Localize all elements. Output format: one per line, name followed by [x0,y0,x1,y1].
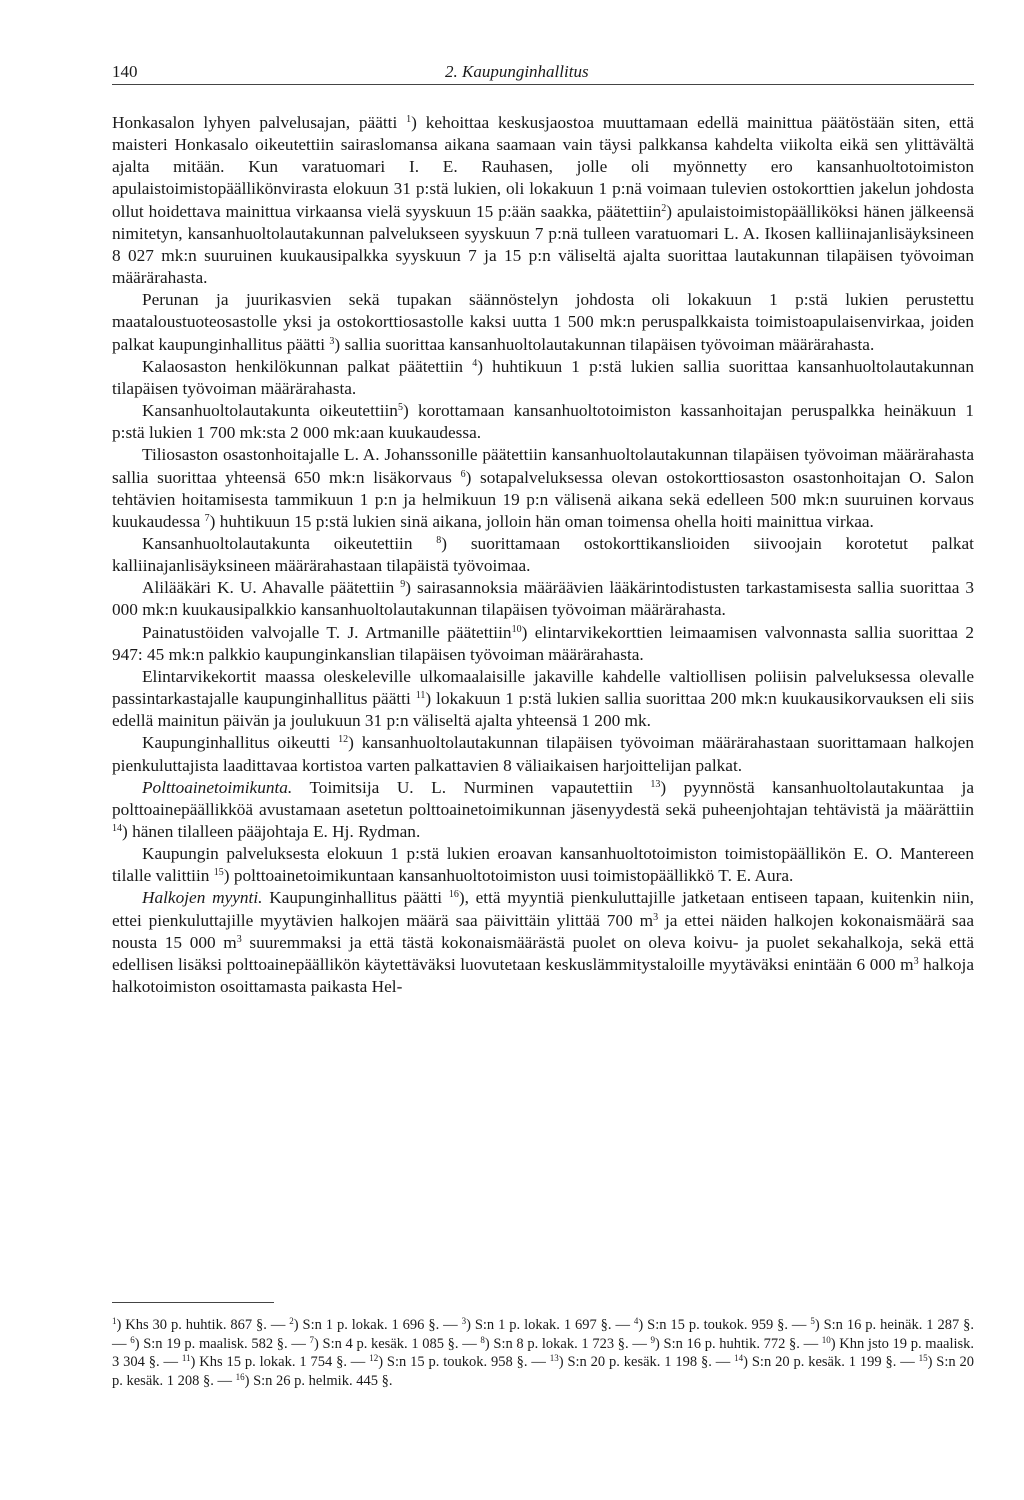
paragraph [112,533,974,577]
text-run: ) korottamaan kansanhuoltotoimiston kassanhoitajan peruspalkka heinäkuun 1 p:stä lukien 1 700 mk:sta 2 000 mk:aan kuukaudessa. [112,401,974,443]
text-run: Kaupunginhallitus päätti [262,888,449,908]
text-run: ) pyynnöstä kansanhuoltolautakuntaa ja polttoainepäällikköä avustamaan asetetun polttoainetoimikunnan jäsenyydestä sekä puheenjohtajan tehtävistä ja määrättiin [112,777,974,819]
text-run: ), että myyntiä pienkuluttajille jatketaan entiseen tapaan, kuitenkin niin, ettei pienkuluttajille myytävien halkojen määrä saa päivittäin ylittää 700 m [112,888,974,930]
footnote-text: ) S:n 4 p. kesäk. 1 085 §. — [314,1335,481,1352]
footnote-text: ) Khs 30 p. huhtik. 867 §. — [116,1317,290,1333]
footnote-text: ) S:n 20 p. kesäk. 1 199 §. — [743,1354,919,1371]
paragraph [112,577,974,621]
text-run: Kansanhuoltolautakunta oikeutettiin [142,533,437,553]
footnote-marker: 4 [472,357,478,369]
footnote-number: 8 [480,1334,485,1345]
footnote-number: 1 [112,1316,117,1326]
footnote-text: ) Khs 15 p. lokak. 1 754 §. — [190,1354,370,1371]
footnote-text: ) S:n 20 p. kesäk. 1 198 §. — [558,1354,735,1371]
text-run: ) sairasannoksia määräävien lääkärintodistusten tarkastamisesta sallia suorittaa 3 000 mk:n kuukausipalkkio kansanhuoltolautakunnan tilapäisen työvoiman määrärahasta. [112,578,974,620]
text-run: Elintarvikekortit maassa oleskeleville ulkomaalaisille jakaville kahdelle valtiollisen poliisin palveluksessa olevalle passintarkastajalle kaupunginhallitus päätti [112,666,974,709]
paragraph [112,732,974,776]
footnote-number: 7 [309,1334,314,1345]
footnote-marker: 3 [913,955,919,967]
footnote-text: ) S:n 20 p. kesäk. 1 208 §. — [112,1354,975,1389]
paragraph [112,289,974,355]
footnote-marker: 3 [236,933,242,945]
footnote-number: 10 [821,1334,831,1345]
footnote-number: 15 [918,1353,928,1364]
footnote-text: ) S:n 8 p. lokak. 1 723 §. — [484,1335,651,1352]
footnote-number: 4 [633,1316,639,1326]
paragraph [112,112,974,289]
footnote-marker: 7 [204,512,210,524]
footnote-marker: 13 [650,778,661,790]
text-run: ) lokakuun 1 p:stä lukien sallia suorittaa 200 mk:n kuukausikorvauksen eli siis edellä mainitun päivän ja joulukuun 31 p:n väliseltä ajalta yhteensä 1 200 mk. [112,689,974,731]
text-run: ) kehoittaa keskusjaostoa muuttamaan edellä mainittua päätöstään siten, että maisteri Honkasalo oikeutettiin sairaslomansa aikana saamaan vain täysi palkkansa kahdelta viikolta eikä sen ylittävältä ajalta mitään. Kun varatuomari I. E. Rauhasen, jolle oli myönnetty ero kansanhuoltotoimiston apulaistoimistopäällikönvirasta elokuun 31 p:stä lukien, oli lokakuun 1 p:nä voimaan tulevien ostokorttien jakelun johdosta ollut hoidettava mainittua virkaansa vielä syyskuun 15 p:ään saakka, päätettiin [112,113,974,221]
text-run: ) sotapalveluksessa olevan ostokorttiosaston osastonhoitajan O. Salon tehtävien hoitamisesta tammikuun 1 p:n ja helmikuun 19 p:n välisenä aikana sekä edelleen 500 mk:n suuruinen korvaus kuukaudessa [112,467,974,531]
footnote-marker: 15 [213,867,224,879]
footnote-number: 2 [289,1316,294,1326]
footnote-text: ) S:n 15 p. toukok. 958 §. — [378,1354,550,1371]
text-run: halkoja halkotoimiston osoittamasta paikasta Hel- [112,954,974,997]
text-run: Kaupungin palveluksesta elokuun 1 p:stä lukien eroavan kansanhuoltotoimiston toimistopäällikön E. O. Mantereen tilalle valittiin [112,844,974,886]
text-run: ) polttoainetoimikuntaan kansanhuoltotoimiston uusi toimistopäällikkö T. E. Aura. [223,866,794,886]
paragraph [112,356,974,400]
footnote-number: 12 [369,1353,379,1364]
footnote-text: ) S:n 1 p. lokak. 1 696 §. — [293,1317,462,1333]
footnote-number: 5 [810,1316,815,1326]
text-run: Toimitsija U. L. Nurminen vapautettiin [292,777,651,797]
footnote-text: ) Khn jsto 19 p. maalisk. 3 304 §. — [112,1335,975,1371]
footnote-marker: 5 [397,402,403,414]
text-run: Honkasalon lyhyen palvelusajan, päätti [112,113,407,132]
text-run: ) sallia suorittaa kansanhuoltolautakunnan tilapäisen työvoiman määrärahasta. [334,334,875,354]
text-run: ) elintarvikekorttien leimaamisen valvonnasta sallia suorittaa 2 947: 45 mk:n palkkio kaupunginkanslian tilapäisen työvoiman määrärahasta. [112,622,975,664]
footnote-marker: 9 [400,579,406,591]
text-run: ) apulaistoimistopäälliköksi hänen jälkeensä nimitetyn, kansanhuoltolautakunnan palvelukseen syyskuun 7 p:nä tulleen varatuomari L. A. Ikosen kalliinajanlisäyksineen 8 027 mk:n suuruinen kuukausipalkka syyskuun 7 ja 15 p:n väliseltä ajalta suorittaa lautakunnan tilapäisen työvoiman määrärahasta. [112,201,974,288]
footnote-marker: 3 [329,335,335,347]
footnotes [112,1316,974,1390]
text-run: ) huhtikuun 15 p:stä lukien sinä aikana, jolloin hän oman toimensa ohella hoiti mainittua virkaa. [209,511,874,531]
footnote-text: ) S:n 1 p. lokak. 1 697 §. — [466,1317,634,1333]
section-heading: Polttoainetoimikunta. [142,777,293,797]
footnote-number: 3 [461,1316,467,1326]
paragraph [112,666,974,732]
footnote-marker: 2 [661,202,667,214]
paragraph [112,887,974,998]
paragraph [112,843,974,887]
text-run: Perunan ja juurikasvien sekä tupakan säännöstelyn johdosta oli lokakuun 1 p:stä lukien perustettu maataloustuoteosastolle yksi ja ostokorttiosastolle kaksi uutta 1 500 mk:n peruspalkkaista toimistoapulaisenvirkaa, joiden palkat kaupunginhallitus päätti [112,290,974,354]
footnote-text: ) S:n 19 p. maalisk. 582 §. — [134,1335,310,1352]
paragraph [112,622,974,666]
footnote-number: 9 [650,1334,656,1345]
text-run: Kalaosaston henkilökunnan palkat päätettiin [142,356,473,376]
footnote-text: ) S:n 16 p. heinäk. 1 287 §. — [112,1317,974,1352]
footnote-marker: 11 [415,690,426,702]
text-run: ) hänen tilalleen pääjohtaja E. Hj. Rydman. [122,822,421,841]
text-run: suuremmaksi ja että tästä kokonaismäärästä puolet on oleva koivu- ja puolet sekahalkoja, sekä että edellisen lisäksi polttoainepäällikön käytettäväksi luovutetaan keskuslämmitystaloille myytäväksi enintään 6 000 m [112,932,974,974]
paragraph [112,777,974,843]
text-run: ) huhtikuun 1 p:stä lukien sallia suorittaa kansanhuoltolautakunnan tilapäisen työvoiman määrärahasta. [112,356,974,398]
footnote-marker: 10 [511,623,522,635]
paragraph [112,444,974,533]
text-run: Kaupunginhallitus oikeutti [142,733,339,753]
section-heading: Halkojen myynti. [142,888,263,908]
text-run: Painatustöiden valvojalle T. J. Artmanille päätettiin [142,622,512,642]
footnote-number: 13 [549,1353,559,1364]
paragraph [112,400,974,444]
text-run: ) suorittamaan ostokorttikanslioiden siivoojain korotetut palkat kalliinajanlisäyksineen määrärahastaan tilapäistä työvoimaa. [112,533,974,576]
text-run: Tiliosaston osastonhoitajalle L. A. Johanssonille päätettiin kansanhuoltolautakunnan tilapäisen työvoiman määrärahasta sallia suorittaa yhteensä 650 mk:n lisäkorvaus [112,445,974,487]
footnote-number: 14 [734,1353,744,1364]
text-run: Alilääkäri K. U. Ahavalle päätettiin [142,578,401,598]
footnote-number: 16 [235,1371,245,1382]
footnote-marker: 14 [112,823,122,834]
text-run: ja ettei näiden halkojen kokonaismäärä saa nousta 15 000 m [112,910,974,952]
footnote-rule [112,1302,274,1303]
section-title: 2. Kaupunginhallitus [445,62,589,81]
header-rule [112,84,974,85]
footnote-marker: 6 [460,468,466,480]
footnote-number: 11 [181,1353,191,1364]
footnote-text: ) S:n 26 p. helmik. 445 §. [244,1372,393,1389]
footnote-marker: 1 [406,114,412,125]
footnote-marker: 12 [338,734,349,746]
footnote-text: ) S:n 16 p. huhtik. 772 §. — [655,1335,822,1352]
text-run: ) kansanhuoltolautakunnan tilapäisen työvoiman määrärahastaan suorittamaan halkojen pienkuluttajista laadittavaa kortistoa varten palkattavien 8 väliaikaisen harjoittelijan palkat. [112,733,974,775]
page-number: 140 [112,62,138,81]
body-text [112,112,974,998]
footnote-marker: 8 [436,534,442,546]
footnote-marker: 3 [653,911,659,923]
footnote-text: ) S:n 15 p. toukok. 959 §. — [638,1317,811,1333]
footnote-marker: 16 [448,889,459,901]
footnote-number: 6 [130,1334,135,1345]
text-run: Kansanhuoltolautakunta oikeutettiin [142,401,398,421]
